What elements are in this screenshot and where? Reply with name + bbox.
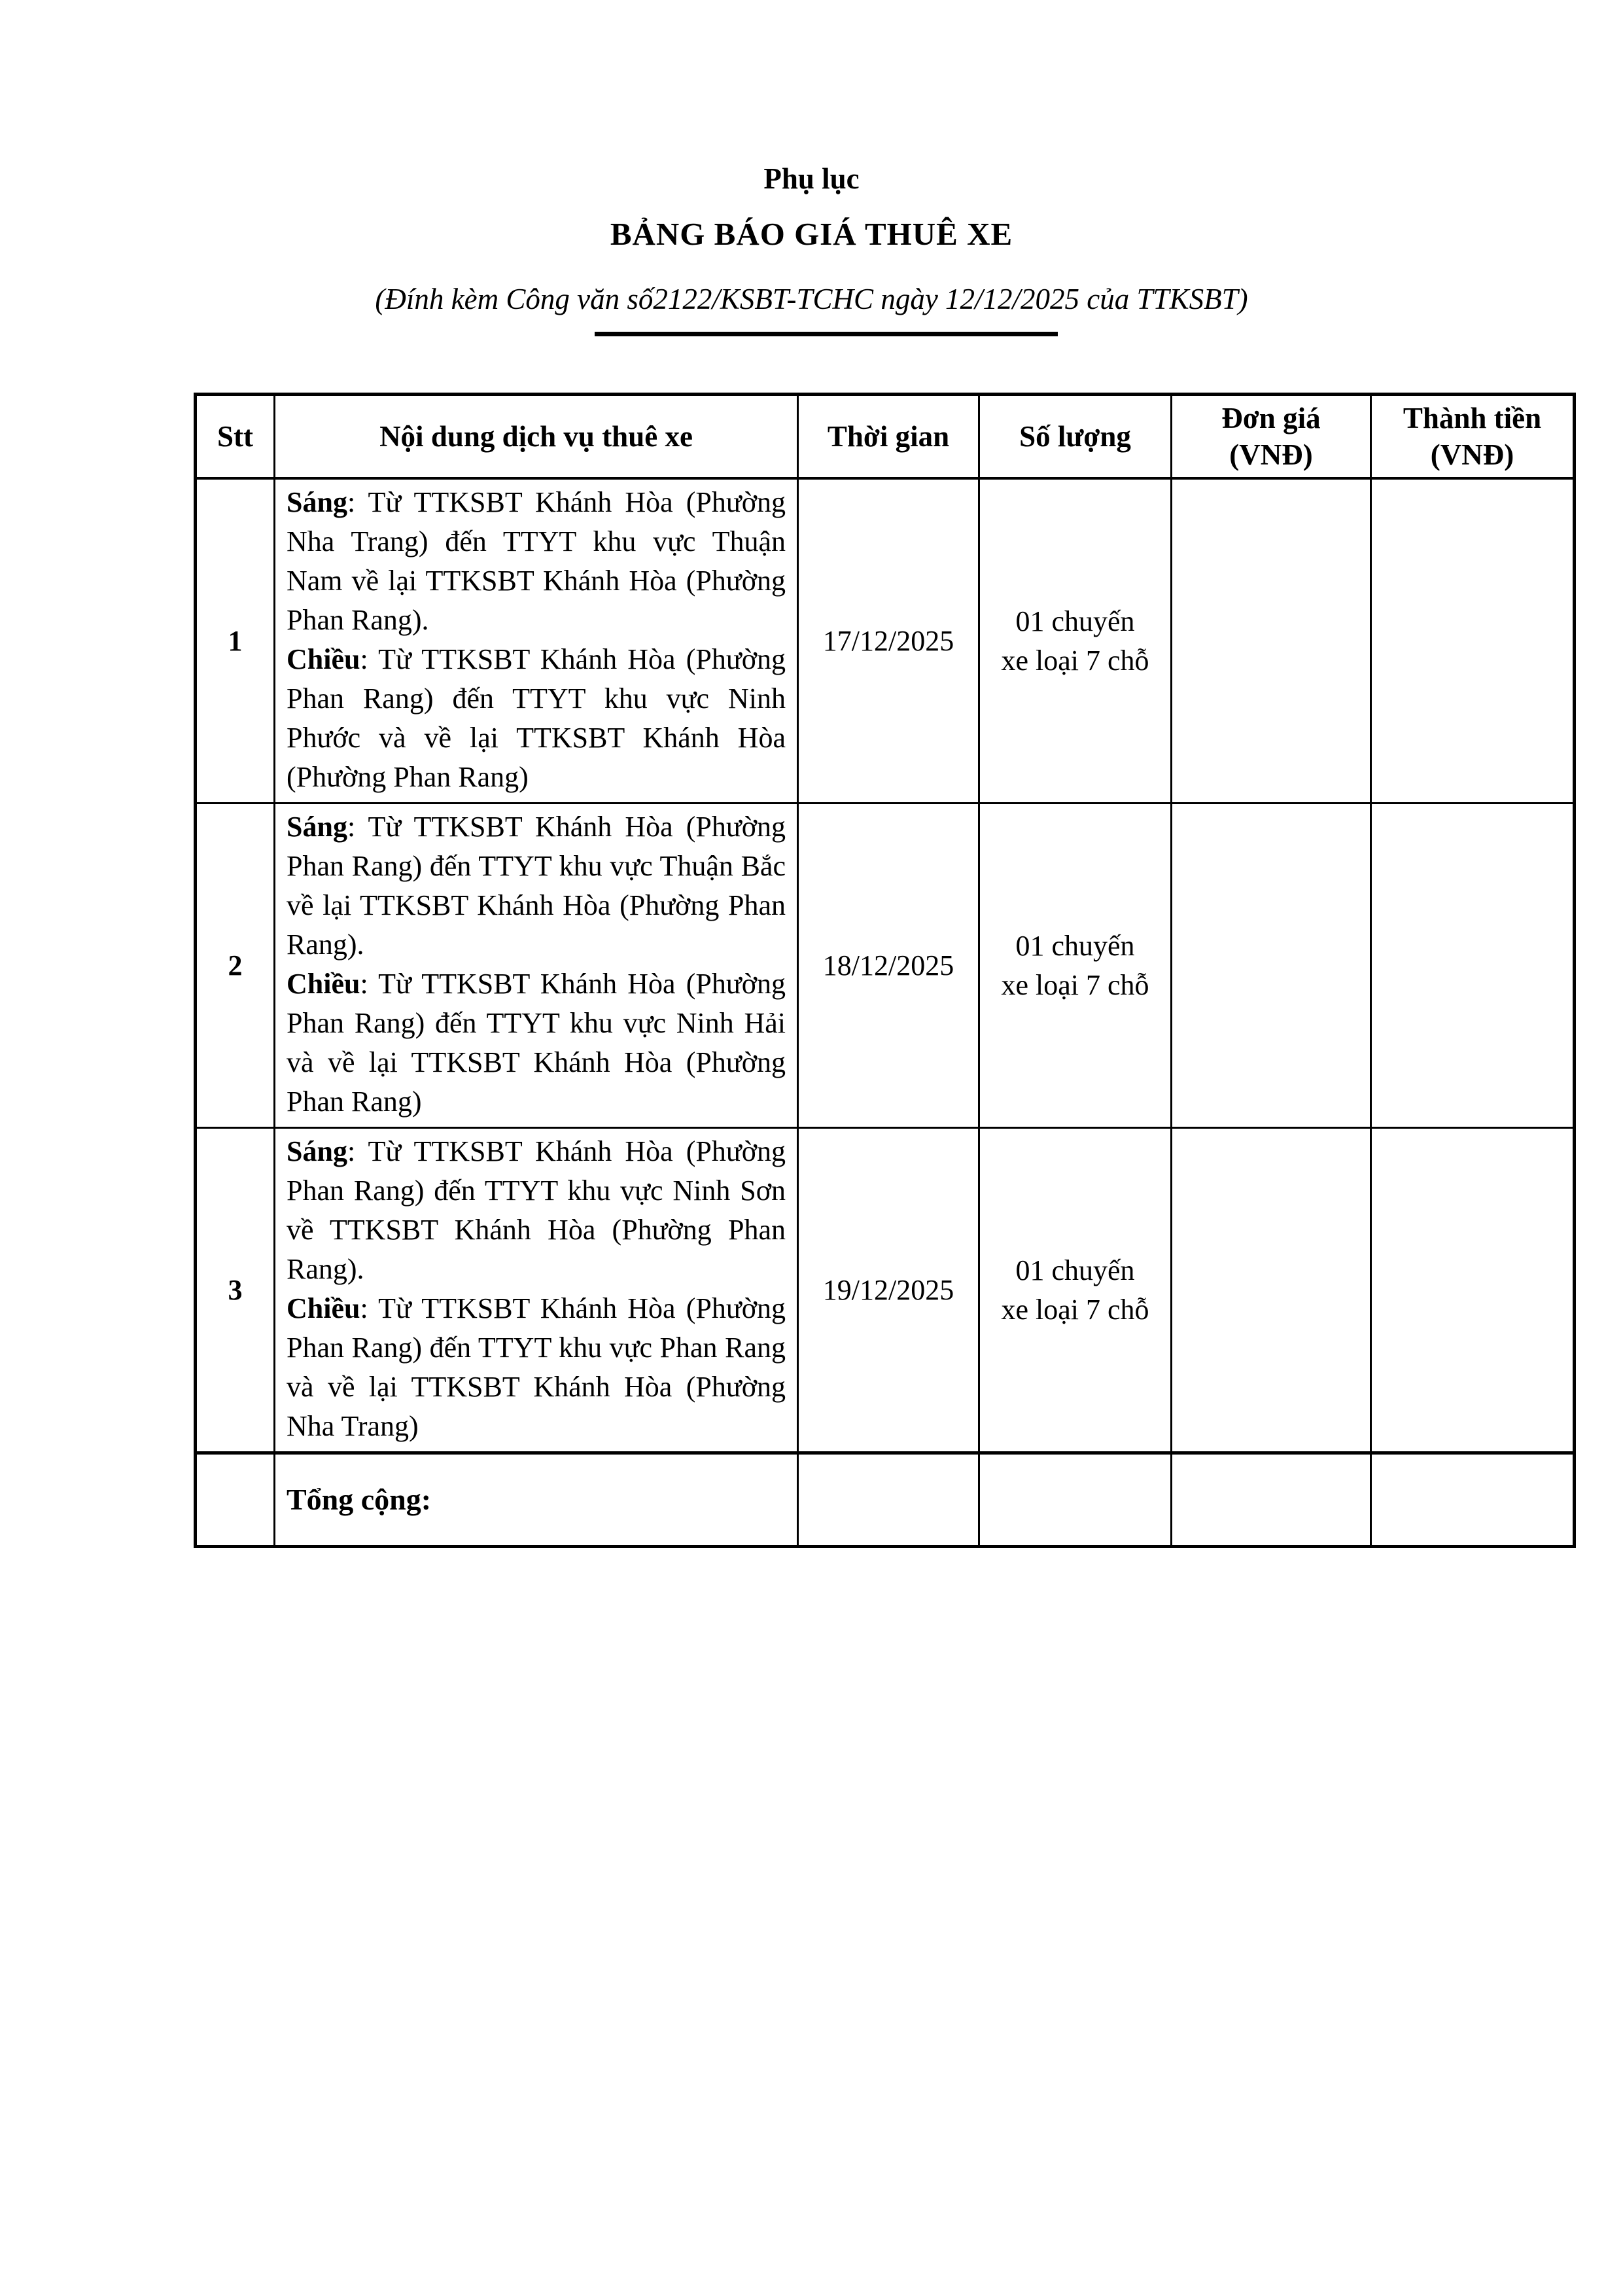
row-index: 3: [196, 1128, 275, 1453]
footer-empty-unit-price: [1172, 1453, 1371, 1547]
table-row: [196, 1128, 1575, 1453]
total-cell: [1371, 478, 1575, 804]
afternoon-label: Chiều: [287, 1292, 360, 1324]
time-cell: 18/12/2025: [798, 804, 979, 1128]
col-header-stt: Stt: [196, 395, 275, 479]
time-cell: 19/12/2025: [798, 1128, 979, 1453]
morning-label: Sáng: [287, 811, 347, 843]
total-cell: [1371, 1128, 1575, 1453]
morning-trip: [287, 807, 786, 964]
afternoon-text: : Từ TTKSBT Khánh Hòa (Phường Phan Rang) đến TTYT khu vực Phan Rang và về lại TTKSBT Khánh Hòa (Phường Nha Trang): [287, 1292, 786, 1442]
morning-text: : Từ TTKSBT Khánh Hòa (Phường Nha Trang) đến TTYT khu vực Thuận Nam về lại TTKSBT Khánh Hòa (Phường Phan Rang).: [287, 486, 786, 636]
quantity-cell: 01 chuyến xe loại 7 chỗ: [979, 804, 1172, 1128]
footer-empty-total: [1371, 1453, 1575, 1547]
footer-empty-stt: [196, 1453, 275, 1547]
quantity-cell: 01 chuyến xe loại 7 chỗ: [979, 478, 1172, 804]
footer-empty-quantity: [979, 1453, 1172, 1547]
service-content-cell: [275, 804, 798, 1128]
title-block: [0, 0, 1623, 336]
afternoon-trip: [287, 964, 786, 1122]
price-quote-table: [194, 393, 1576, 1548]
col-header-quantity: Số lượng: [979, 395, 1172, 479]
morning-label: Sáng: [287, 486, 347, 518]
footer-empty-time: [798, 1453, 979, 1547]
morning-trip: [287, 483, 786, 640]
morning-label: Sáng: [287, 1135, 347, 1167]
afternoon-trip: [287, 1289, 786, 1446]
document-subtitle: (Đính kèm Công văn số2122/KSBT-TCHC ngày 12/12/2025 của TTKSBT): [375, 283, 1248, 315]
col-header-service: Nội dung dịch vụ thuê xe: [275, 395, 798, 479]
row-index: 1: [196, 478, 275, 804]
time-cell: 17/12/2025: [798, 478, 979, 804]
col-header-total: Thành tiền (VNĐ): [1371, 395, 1575, 479]
unit-price-cell: [1172, 804, 1371, 1128]
table-footer-row: [196, 1453, 1575, 1547]
unit-price-cell: [1172, 478, 1371, 804]
grand-total-label: Tổng cộng:: [275, 1453, 798, 1547]
subtitle-underline: [595, 332, 1058, 336]
morning-trip: [287, 1132, 786, 1289]
morning-text: : Từ TTKSBT Khánh Hòa (Phường Phan Rang) đến TTYT khu vực Ninh Sơn về TTKSBT Khánh Hòa (Phường Phan Rang).: [287, 1135, 786, 1285]
total-cell: [1371, 804, 1575, 1128]
service-content-cell: [275, 1128, 798, 1453]
quantity-cell: 01 chuyến xe loại 7 chỗ: [979, 1128, 1172, 1453]
afternoon-label: Chiều: [287, 968, 360, 1000]
unit-price-cell: [1172, 1128, 1371, 1453]
row-index: 2: [196, 804, 275, 1128]
morning-text: : Từ TTKSBT Khánh Hòa (Phường Phan Rang) đến TTYT khu vực Thuận Bắc về lại TTKSBT Khánh Hòa (Phường Phan Rang).: [287, 811, 786, 961]
col-header-unit-price: Đơn giá (VNĐ): [1172, 395, 1371, 479]
afternoon-label: Chiều: [287, 643, 360, 675]
afternoon-text: : Từ TTKSBT Khánh Hòa (Phường Phan Rang) đến TTYT khu vực Ninh Phước và về lại TTKSBT Khánh Hòa (Phường Phan Rang): [287, 643, 786, 793]
table-row: [196, 478, 1575, 804]
afternoon-text: : Từ TTKSBT Khánh Hòa (Phường Phan Rang) đến TTYT khu vực Ninh Hải và về lại TTKSBT Khánh Hòa (Phường Phan Rang): [287, 968, 786, 1118]
service-content-cell: [275, 478, 798, 804]
table-row: [196, 804, 1575, 1128]
col-header-time: Thời gian: [798, 395, 979, 479]
table-header-row: [196, 395, 1575, 479]
appendix-label: Phụ lục: [763, 162, 860, 195]
afternoon-trip: [287, 640, 786, 797]
document-title: BẢNG BÁO GIÁ THUÊ XE: [610, 216, 1013, 252]
